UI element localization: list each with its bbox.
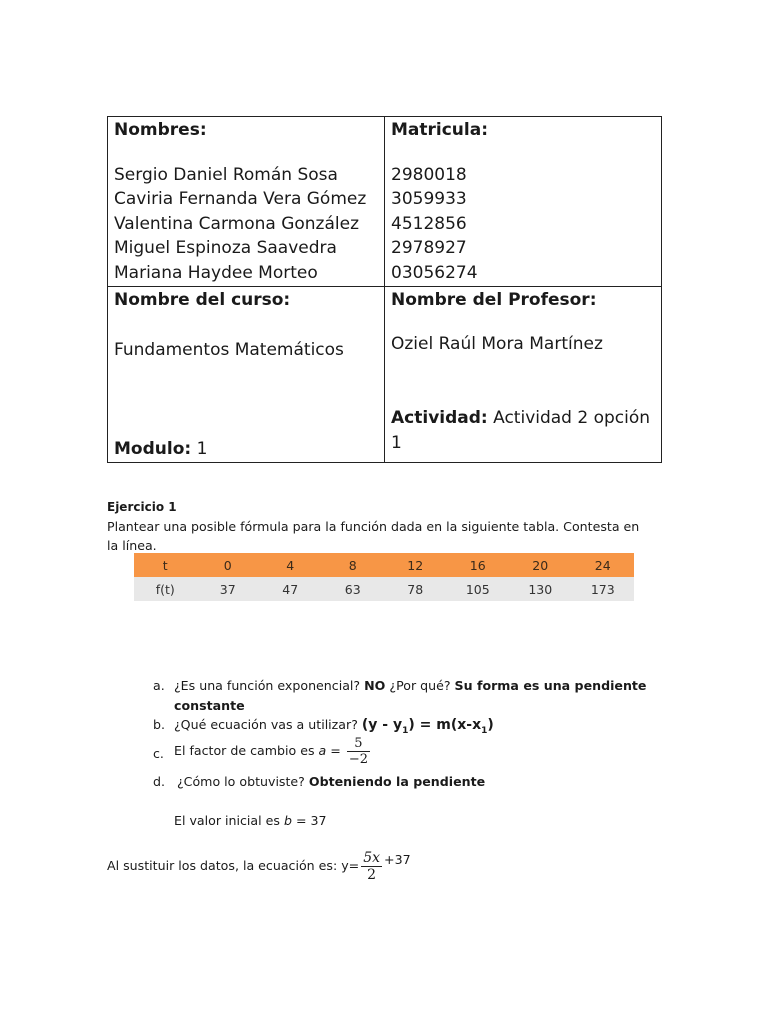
exercise-title: Ejercicio 1 bbox=[107, 500, 177, 514]
student-name: Mariana Haydee Morteo bbox=[114, 262, 318, 283]
question-text: El factor de cambio es bbox=[174, 743, 315, 758]
f-value: 47 bbox=[259, 577, 322, 601]
answer-text: NO bbox=[364, 678, 386, 693]
t-value: 4 bbox=[259, 553, 322, 577]
final-constant: +37 bbox=[384, 852, 411, 867]
course-cell bbox=[108, 286, 385, 462]
module-value: 1 bbox=[196, 438, 208, 459]
matricula-value: 4512856 bbox=[391, 213, 467, 234]
module-line bbox=[114, 437, 207, 462]
matricula-cell bbox=[385, 117, 662, 287]
final-text: Al sustituir los datos, la ecuación es: y= bbox=[107, 858, 360, 873]
activity-label: Actividad: bbox=[391, 408, 488, 429]
variable-b: b bbox=[283, 813, 292, 828]
equals-sign: = bbox=[330, 743, 341, 758]
f-value: 130 bbox=[509, 577, 572, 601]
t-value: 16 bbox=[447, 553, 510, 577]
t-value: 24 bbox=[572, 553, 635, 577]
final-equation-line bbox=[107, 850, 411, 883]
professor-label: Nombre del Profesor: bbox=[391, 289, 597, 310]
equation bbox=[361, 717, 494, 736]
question-text: ¿Qué ecuación vas a utilizar? bbox=[174, 717, 358, 732]
f-value: 78 bbox=[384, 577, 447, 601]
activity-value: Actividad 2 opción 1 bbox=[391, 408, 651, 453]
function-table bbox=[134, 553, 634, 601]
student-name: Sergio Daniel Román Sosa bbox=[114, 164, 338, 185]
matricula-value: 03056274 bbox=[391, 262, 478, 283]
final-fraction bbox=[361, 850, 382, 883]
matricula-value: 2980018 bbox=[391, 164, 467, 185]
fraction-numerator: 5x bbox=[363, 850, 381, 866]
f-value: 173 bbox=[572, 577, 635, 601]
fraction-denominator: 2 bbox=[361, 866, 382, 883]
exercise-instructions: Plantear una posible fórmula para la función dada en la siguiente tabla. Contesta en la línea. bbox=[107, 519, 640, 553]
change-factor-fraction bbox=[347, 736, 370, 767]
t-value: 20 bbox=[509, 553, 572, 577]
initial-value-text: El valor inicial es bbox=[174, 813, 280, 828]
variable-a: a bbox=[318, 743, 327, 758]
fraction-denominator: −2 bbox=[348, 752, 369, 767]
question-text: ¿Cómo lo obtuviste? bbox=[177, 774, 305, 789]
course-label: Nombre del curso: bbox=[114, 289, 291, 310]
names-label: Nombres: bbox=[114, 120, 207, 140]
professor-cell bbox=[385, 286, 662, 462]
equation-subscript: 1 bbox=[481, 725, 488, 736]
equation-part: ) = m(x-x bbox=[408, 717, 482, 733]
f-value: 63 bbox=[322, 577, 385, 601]
professor-name: Oziel Raúl Mora Martínez bbox=[391, 334, 603, 355]
question-letter: b. bbox=[153, 717, 165, 732]
student-name: Valentina Carmona González bbox=[114, 213, 359, 234]
module-label: Modulo: bbox=[114, 438, 192, 459]
f-label: f(t) bbox=[134, 577, 197, 601]
f-row bbox=[134, 577, 634, 601]
t-value: 12 bbox=[384, 553, 447, 577]
equation-subscript: 1 bbox=[402, 725, 409, 736]
equation-part: ) bbox=[487, 717, 494, 733]
f-value: 37 bbox=[197, 577, 260, 601]
course-name: Fundamentos Matemáticos bbox=[114, 340, 344, 361]
answer-text: Su forma es una pendiente bbox=[454, 678, 647, 693]
answer-text: Obteniendo la pendiente bbox=[308, 774, 486, 789]
t-row bbox=[134, 553, 634, 577]
student-name: Miguel Espinoza Saavedra bbox=[114, 238, 337, 259]
fraction-numerator: 5 bbox=[354, 736, 363, 751]
student-name: Caviria Fernanda Vera Gómez bbox=[114, 189, 367, 210]
activity-line bbox=[391, 406, 655, 455]
question-letter: c. bbox=[153, 746, 164, 761]
equation-part: (y - y bbox=[361, 717, 403, 733]
t-value: 0 bbox=[197, 553, 260, 577]
question-letter: a. bbox=[153, 678, 165, 693]
matricula-value: 2978927 bbox=[391, 238, 467, 259]
question-text: ¿Es una función exponencial? bbox=[174, 678, 361, 693]
names-cell bbox=[108, 117, 385, 287]
answer-text: constante bbox=[174, 698, 245, 713]
t-value: 8 bbox=[322, 553, 385, 577]
matricula-value: 3059933 bbox=[391, 189, 467, 210]
matricula-label: Matricula: bbox=[391, 120, 489, 140]
t-label: t bbox=[134, 553, 197, 577]
question-letter: d. bbox=[153, 774, 165, 789]
info-table bbox=[107, 116, 662, 463]
question-text: ¿Por qué? bbox=[389, 678, 451, 693]
f-value: 105 bbox=[447, 577, 510, 601]
initial-value: = 37 bbox=[295, 813, 327, 828]
